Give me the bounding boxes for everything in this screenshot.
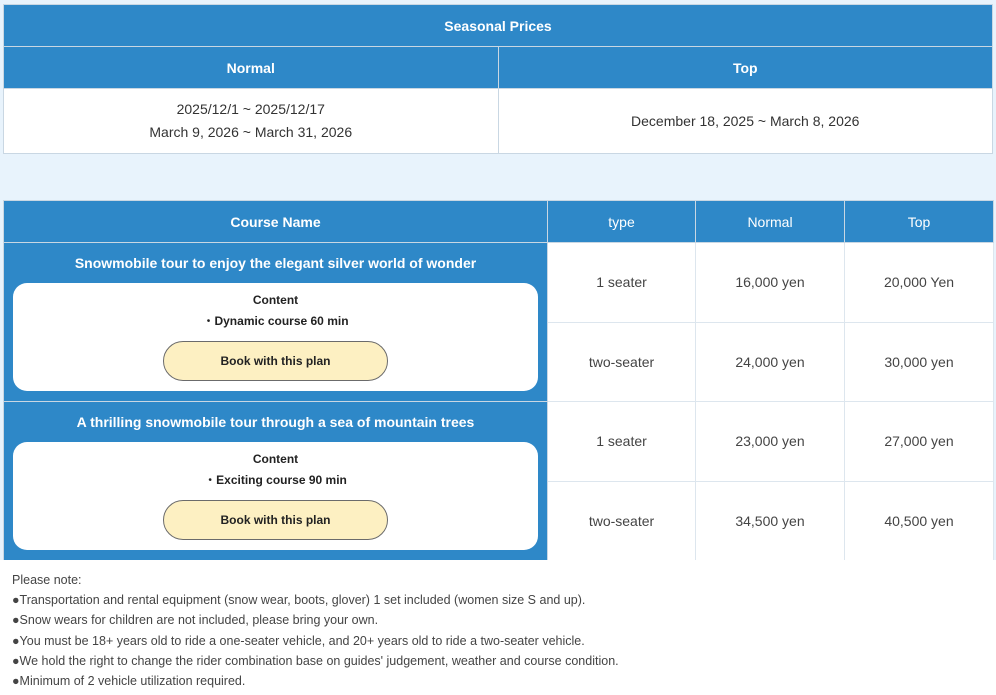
note-item: ●Transportation and rental equipment (snow wear, boots, glover) 1 set included (women size S and up). (12, 593, 586, 608)
course-cell-dynamic (4, 243, 548, 402)
content-item: ・Dynamic course 60 min (202, 314, 349, 328)
normal-season-dates (4, 89, 499, 154)
top-price: 30,000 yen (845, 322, 994, 402)
type-header: type (548, 201, 696, 243)
vehicle-type: 1 seater (548, 402, 696, 482)
seasonal-normal-header: Normal (4, 47, 499, 89)
table-row (4, 402, 994, 482)
normal-price: 23,000 yen (696, 402, 845, 482)
book-plan-button[interactable]: Book with this plan (163, 500, 388, 540)
note-item: ●We hold the right to change the rider combination base on guides' judgement, weather and course condition. (12, 653, 619, 668)
notes-heading: Please note: (12, 573, 82, 587)
course-content-box (13, 283, 538, 391)
seasonal-prices-title: Seasonal Prices (4, 5, 993, 47)
note-item: ●You must be 18+ years old to ride a one-seater vehicle, and 20+ years old to ride a two-seater vehicle. (12, 633, 585, 648)
content-label: Content (252, 452, 299, 466)
seasonal-top-header: Top (498, 47, 993, 89)
course-title: A thrilling snowmobile tour through a sea of mountain trees (76, 414, 475, 430)
normal-price: 16,000 yen (696, 243, 845, 323)
content-label: Content (252, 293, 299, 307)
vehicle-type: two-seater (548, 322, 696, 402)
normal-price: 34,500 yen (696, 481, 845, 561)
normal-season-range-1: 2025/12/1 ~ 2025/12/17 (176, 101, 325, 117)
seasonal-prices-table (3, 4, 993, 154)
vehicle-type: two-seater (548, 481, 696, 561)
notes-section (0, 560, 996, 695)
course-name-header: Course Name (4, 201, 548, 243)
note-item: ●Snow wears for children are not included, please bring your own. (12, 613, 379, 628)
course-cell-exciting (4, 402, 548, 561)
note-item: ●Minimum of 2 vehicle utilization required. (12, 674, 246, 689)
normal-season-range-2: March 9, 2026 ~ March 31, 2026 (149, 124, 353, 140)
top-price-header: Top (845, 201, 994, 243)
top-price: 40,500 yen (845, 481, 994, 561)
content-item: ・Exciting course 90 min (204, 473, 347, 487)
book-plan-button[interactable]: Book with this plan (163, 341, 388, 381)
top-price: 20,000 Yen (845, 243, 994, 323)
vehicle-type: 1 seater (548, 243, 696, 323)
course-price-table (3, 200, 994, 561)
top-price: 27,000 yen (845, 402, 994, 482)
table-row (4, 243, 994, 323)
course-title: Snowmobile tour to enjoy the elegant silver world of wonder (74, 255, 477, 271)
normal-price: 24,000 yen (696, 322, 845, 402)
top-season-dates: December 18, 2025 ~ March 8, 2026 (498, 89, 993, 154)
course-content-box (13, 442, 538, 550)
normal-price-header: Normal (696, 201, 845, 243)
